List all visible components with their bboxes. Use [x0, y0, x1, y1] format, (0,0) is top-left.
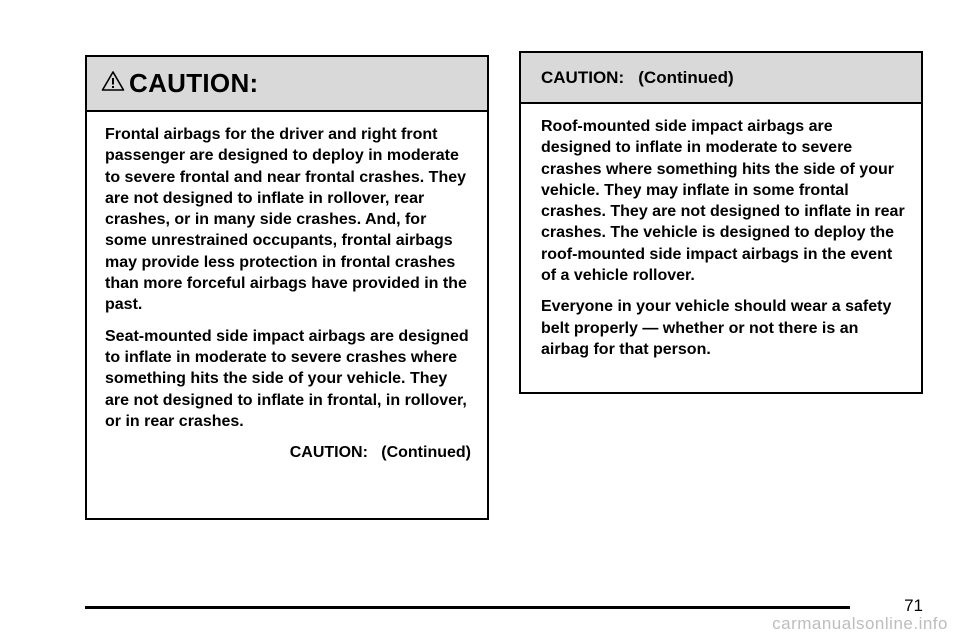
caution-box-right [519, 51, 923, 394]
caution-paragraph: Everyone in your vehicle should wear a safety belt properly — whether or not there is an airbag for that person. [541, 298, 892, 358]
page-number: 71 [904, 596, 923, 615]
caution-paragraph: Frontal airbags for the driver and right front passenger are designed to deploy in moderate to severe frontal and near frontal crashes. They are not designed to inflate in rollover, rear crashes, or in many side crashes. And, for some unrestrained occupants, frontal airbags may provide less protection in frontal crashes than more forceful airbags have provided in the past. [105, 126, 467, 314]
caution-box-left [85, 55, 489, 520]
caution-header-right [521, 53, 921, 104]
caution-body-left [87, 112, 487, 463]
caution-header-left [87, 57, 487, 112]
caution-paragraph: Roof-mounted side impact airbags are designed to inflate in moderate to severe crashes where something hits the side of your vehicle. They may inflate in some frontal crashes. They are not designed to inflate in rear crashes. The vehicle is designed to deploy the roof-mounted side impact airbags in the event of a vehicle rollover. [541, 118, 905, 285]
watermark: carmanualsonline.info [772, 614, 948, 633]
caution-paragraph: Seat-mounted side impact airbags are designed to inflate in moderate to severe crashes where something hits the side of your vehicle. They are not designed to inflate in frontal, in rollover, or in rear crashes. [105, 327, 469, 430]
caution-body-right [521, 104, 921, 360]
warning-triangle-icon [101, 70, 125, 92]
footer-rule [85, 606, 850, 609]
caution-continued-title: CAUTION: (Continued) [541, 67, 734, 87]
caution-continued-footer: CAUTION: (Continued) [289, 444, 471, 462]
caution-title: CAUTION: [129, 68, 259, 98]
